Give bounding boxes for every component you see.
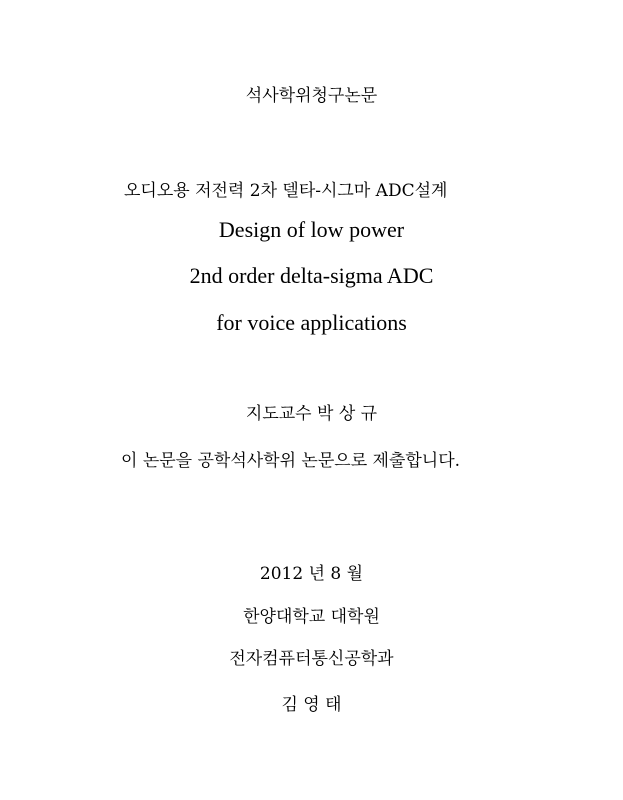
english-title-line-3: for voice applications <box>216 310 407 335</box>
degree-title: 석사학위청구논문 <box>245 86 378 106</box>
english-title-line-1: Design of low power <box>218 217 405 242</box>
author-name: 김 영 태 <box>281 695 342 715</box>
english-title-line-2: 2nd order delta-sigma ADC <box>189 263 434 288</box>
submission-statement: 이 논문을 공학석사학위 논문으로 제출합니다. <box>121 451 461 471</box>
department-name: 전자컴퓨터통신공학과 <box>229 649 394 669</box>
submission-date: 2012 년 8 월 <box>259 564 364 584</box>
advisor-line: 지도교수 박 상 규 <box>245 404 378 424</box>
university-name: 한양대학교 대학원 <box>243 607 380 627</box>
korean-title: 오디오용 저전력 2차 델타-시그마 ADC설계 <box>124 181 448 201</box>
